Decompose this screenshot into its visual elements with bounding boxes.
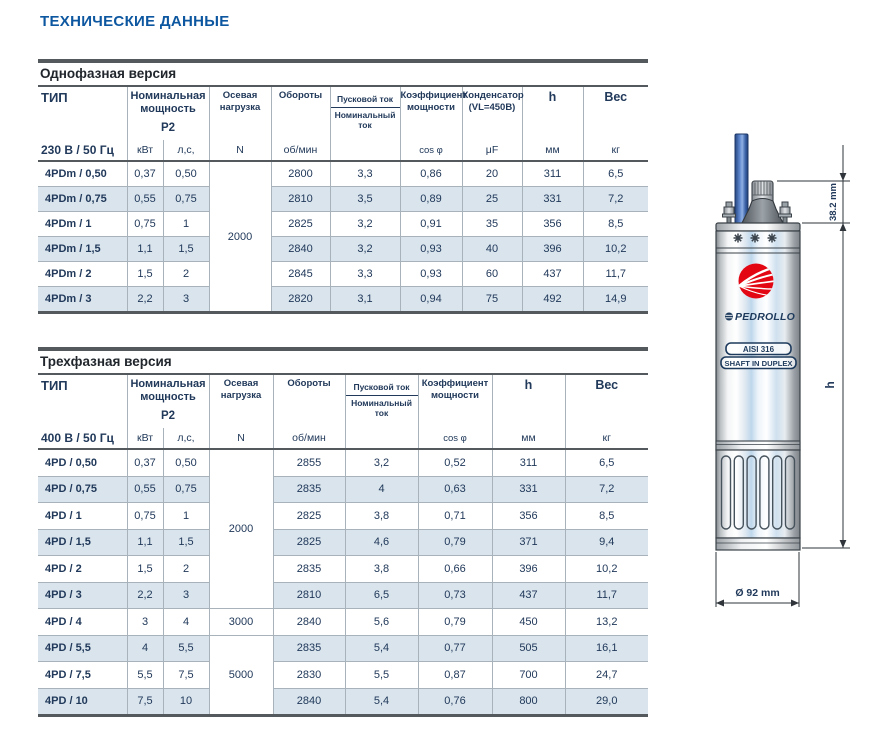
cell-type: 4PD / 2	[38, 556, 127, 583]
col-h-header: h	[522, 87, 583, 140]
cell-weight: 8,5	[565, 503, 648, 530]
section-title-three-phase: Трехфазная версия	[38, 347, 648, 375]
cell-type: 4PD / 1,5	[38, 529, 127, 556]
cell-weight: 7,2	[565, 476, 648, 503]
cell-kw: 0,37	[127, 161, 163, 187]
table-row	[38, 609, 648, 636]
table-row	[38, 556, 648, 583]
cell-rpm: 2810	[271, 187, 330, 212]
cell-type: 4PDm / 3	[38, 287, 127, 313]
col-power-header: Номинальная мощность P2	[127, 87, 209, 140]
cell-type: 4PDm / 0,75	[38, 187, 127, 212]
cell-h: 396	[522, 237, 583, 262]
cell-start_ratio: 3,8	[345, 503, 418, 530]
table-row	[38, 529, 648, 556]
voltage-label: 230 В / 50 Гц	[38, 140, 127, 161]
cell-weight: 7,2	[583, 187, 648, 212]
cell-h: 700	[492, 662, 565, 689]
cell-capacitor: 25	[462, 187, 522, 212]
cell-cos_phi: 0,79	[418, 609, 492, 636]
cell-rpm: 2835	[273, 556, 345, 583]
table-row	[38, 635, 648, 662]
cell-cos_phi: 0,93	[400, 262, 462, 287]
cell-rpm: 2830	[273, 662, 345, 689]
unit-kw: кВт	[127, 140, 163, 161]
cell-hp: 0,50	[163, 449, 209, 476]
cell-h: 356	[492, 503, 565, 530]
cell-kw: 5,5	[127, 662, 163, 689]
unit-kw: кВт	[127, 428, 163, 449]
cell-cos_phi: 0,91	[400, 212, 462, 237]
col-h-header: h	[492, 375, 565, 428]
cell-rpm: 2800	[271, 161, 330, 187]
cell-kw: 0,75	[127, 212, 163, 237]
cell-capacitor: 20	[462, 161, 522, 187]
cell-start_ratio: 4	[345, 476, 418, 503]
table-body	[38, 161, 648, 313]
cell-hp: 0,75	[163, 476, 209, 503]
cell-type: 4PD / 0,75	[38, 476, 127, 503]
unit-axial: N	[209, 140, 271, 161]
cell-rpm: 2835	[273, 476, 345, 503]
col-start-current-header: $\frac{\text{Пусковой ток}}{\text{Номинальный ток}}$	[330, 87, 400, 140]
cell-start_ratio: 6,5	[345, 582, 418, 609]
unit-start-current	[345, 428, 418, 449]
overall-height-label: h	[823, 381, 837, 389]
cell-hp: 3	[163, 287, 209, 313]
table-row	[38, 262, 648, 287]
col-axial-header: Осевая нагрузка	[209, 87, 271, 140]
cell-rpm: 2825	[273, 503, 345, 530]
col-power-factor-header: Коэффициент мощности	[400, 87, 462, 140]
cell-rpm: 2855	[273, 449, 345, 476]
table-row	[38, 449, 648, 476]
cell-cos_phi: 0,77	[418, 635, 492, 662]
terminal-bolt-left	[723, 202, 736, 223]
cell-cos_phi: 0,89	[400, 187, 462, 212]
cell-weight: 13,2	[565, 609, 648, 636]
col-speed-header: Обороты	[273, 375, 345, 428]
cell-axial-load: 5000	[209, 635, 273, 716]
cell-start_ratio: 5,4	[345, 635, 418, 662]
table-row	[38, 582, 648, 609]
table-row	[38, 476, 648, 503]
unit-speed: об/мин	[273, 428, 345, 449]
table-row	[38, 187, 648, 212]
cell-axial-load: 3000	[209, 609, 273, 636]
table-row	[38, 688, 648, 716]
table-body	[38, 449, 648, 716]
pump-motor-drawing	[693, 126, 875, 631]
cell-h: 505	[492, 635, 565, 662]
cell-cos_phi: 0,79	[418, 529, 492, 556]
table-row	[38, 287, 648, 313]
cell-h: 437	[522, 262, 583, 287]
cell-cos_phi: 0,73	[418, 582, 492, 609]
brand-logo	[725, 311, 795, 323]
cell-hp: 10	[163, 688, 209, 716]
table-row	[38, 237, 648, 262]
table-header	[38, 87, 648, 161]
svg-text:SHAFT IN DUPLEX: SHAFT IN DUPLEX	[724, 359, 793, 368]
unit-h: мм	[492, 428, 565, 449]
cell-hp: 0,50	[163, 161, 209, 187]
table-row	[38, 662, 648, 689]
brand-text: PEDROLLO	[735, 311, 795, 323]
cell-capacitor: 60	[462, 262, 522, 287]
diameter-label: Ø 92 mm	[735, 587, 780, 599]
page-title: ТЕХНИЧЕСКИЕ ДАННЫЕ	[40, 13, 230, 30]
cell-type: 4PDm / 1,5	[38, 237, 127, 262]
col-weight-header: Вес	[583, 87, 648, 140]
cell-rpm: 2840	[273, 688, 345, 716]
cell-start_ratio: 3,2	[345, 449, 418, 476]
ribbed-section	[716, 450, 800, 538]
cell-cos_phi: 0,94	[400, 287, 462, 313]
cell-rpm: 2825	[271, 212, 330, 237]
cell-kw: 0,37	[127, 449, 163, 476]
cell-kw: 2,2	[127, 582, 163, 609]
cell-h: 492	[522, 287, 583, 313]
cell-weight: 6,5	[565, 449, 648, 476]
cell-start_ratio: 3,1	[330, 287, 400, 313]
cell-h: 371	[492, 529, 565, 556]
cell-rpm: 2840	[273, 609, 345, 636]
col-power-header: Номинальная мощность P2	[127, 375, 209, 428]
cell-start_ratio: 3,8	[345, 556, 418, 583]
cell-rpm: 2825	[273, 529, 345, 556]
cell-start_ratio: 5,6	[345, 609, 418, 636]
cell-start_ratio: 3,2	[330, 212, 400, 237]
cell-h: 356	[522, 212, 583, 237]
unit-weight: кг	[565, 428, 648, 449]
table-row	[38, 161, 648, 187]
cell-type: 4PD / 10	[38, 688, 127, 716]
cell-weight: 11,7	[583, 262, 648, 287]
cell-h: 450	[492, 609, 565, 636]
table-header	[38, 375, 648, 449]
cell-hp: 2	[163, 556, 209, 583]
cell-hp: 2	[163, 262, 209, 287]
cell-weight: 29,0	[565, 688, 648, 716]
table-row	[38, 212, 648, 237]
cell-hp: 7,5	[163, 662, 209, 689]
cell-start_ratio: 5,4	[345, 688, 418, 716]
pump-motor-figure	[693, 126, 875, 631]
cell-weight: 10,2	[583, 237, 648, 262]
single-phase-table	[38, 87, 648, 314]
cell-kw: 1,5	[127, 262, 163, 287]
three-phase-table-section	[38, 347, 648, 717]
col-type-label: ТИП	[41, 378, 68, 393]
cell-type: 4PD / 4	[38, 609, 127, 636]
cell-cos_phi: 0,52	[418, 449, 492, 476]
cell-kw: 7,5	[127, 688, 163, 716]
cell-weight: 8,5	[583, 212, 648, 237]
cell-weight: 24,7	[565, 662, 648, 689]
shaft-height-label: 38.2 mm	[828, 182, 839, 222]
unit-hp: л,с,	[163, 140, 209, 161]
cell-type: 4PD / 1	[38, 503, 127, 530]
cell-h: 396	[492, 556, 565, 583]
cell-kw: 4	[127, 635, 163, 662]
cell-h: 437	[492, 582, 565, 609]
unit-speed: об/мин	[271, 140, 330, 161]
cell-start_ratio: 3,3	[330, 161, 400, 187]
cell-axial-load: 2000	[209, 161, 271, 313]
cell-type: 4PD / 3	[38, 582, 127, 609]
unit-pf: cos φ	[418, 428, 492, 449]
cell-h: 311	[522, 161, 583, 187]
cell-hp: 0,75	[163, 187, 209, 212]
cell-kw: 2,2	[127, 287, 163, 313]
unit-start-current	[330, 140, 400, 161]
col-capacitor-header: Конденсатор (VL=450В)	[462, 87, 522, 140]
cell-capacitor: 75	[462, 287, 522, 313]
cell-weight: 11,7	[565, 582, 648, 609]
cell-hp: 3	[163, 582, 209, 609]
unit-capacitor: μF	[462, 140, 522, 161]
unit-h: мм	[522, 140, 583, 161]
unit-axial: N	[209, 428, 273, 449]
cell-kw: 3	[127, 609, 163, 636]
cell-axial-load: 2000	[209, 449, 273, 609]
cell-cos_phi: 0,86	[400, 161, 462, 187]
cell-h: 331	[492, 476, 565, 503]
cell-weight: 6,5	[583, 161, 648, 187]
cell-h: 311	[492, 449, 565, 476]
power-cable	[735, 134, 748, 226]
motor-body	[716, 223, 800, 550]
voltage-label: 400 В / 50 Гц	[38, 428, 127, 449]
col-type-label: ТИП	[41, 90, 68, 105]
cell-start_ratio: 3,3	[330, 262, 400, 287]
cell-hp: 5,5	[163, 635, 209, 662]
cell-h: 331	[522, 187, 583, 212]
table-row	[38, 503, 648, 530]
cell-h: 800	[492, 688, 565, 716]
single-phase-table-section	[38, 59, 648, 314]
cell-type: 4PD / 5,5	[38, 635, 127, 662]
cell-type: 4PD / 0,50	[38, 449, 127, 476]
cell-capacitor: 35	[462, 212, 522, 237]
cell-hp: 1,5	[163, 237, 209, 262]
cell-kw: 0,75	[127, 503, 163, 530]
cell-kw: 0,55	[127, 476, 163, 503]
unit-pf: cos φ	[400, 140, 462, 161]
cell-weight: 10,2	[565, 556, 648, 583]
cell-start_ratio: 3,5	[330, 187, 400, 212]
cell-hp: 1	[163, 212, 209, 237]
coupling-ring	[716, 441, 800, 450]
col-weight-header: Вес	[565, 375, 648, 428]
cell-rpm: 2835	[273, 635, 345, 662]
cell-start_ratio: 4,6	[345, 529, 418, 556]
cell-kw: 1,5	[127, 556, 163, 583]
cell-type: 4PDm / 2	[38, 262, 127, 287]
cell-weight: 9,4	[565, 529, 648, 556]
cell-start_ratio: 3,2	[330, 237, 400, 262]
cell-cos_phi: 0,87	[418, 662, 492, 689]
cell-cos_phi: 0,76	[418, 688, 492, 716]
cell-cos_phi: 0,93	[400, 237, 462, 262]
cell-hp: 4	[163, 609, 209, 636]
shaft-badge	[721, 357, 796, 369]
cell-kw: 1,1	[127, 237, 163, 262]
cell-type: 4PDm / 1	[38, 212, 127, 237]
unit-hp: л,с,	[163, 428, 209, 449]
cell-rpm: 2840	[271, 237, 330, 262]
cell-hp: 1,5	[163, 529, 209, 556]
cell-kw: 0,55	[127, 187, 163, 212]
col-power-factor-header: Коэффициент мощности	[418, 375, 492, 428]
cell-hp: 1	[163, 503, 209, 530]
bottom-band	[716, 538, 800, 550]
cell-kw: 1,1	[127, 529, 163, 556]
cell-rpm: 2845	[271, 262, 330, 287]
section-title-single-phase: Однофазная версия	[38, 59, 648, 87]
cell-capacitor: 40	[462, 237, 522, 262]
col-speed-header: Обороты	[271, 87, 330, 140]
cell-weight: 16,1	[565, 635, 648, 662]
material-badge	[726, 343, 791, 355]
cell-cos_phi: 0,71	[418, 503, 492, 530]
col-axial-header: Осевая нагрузка	[209, 375, 273, 428]
svg-text:AISI 316: AISI 316	[742, 345, 775, 354]
cell-cos_phi: 0,63	[418, 476, 492, 503]
cell-start_ratio: 5,5	[345, 662, 418, 689]
unit-weight: кг	[583, 140, 648, 161]
three-phase-table	[38, 375, 648, 717]
cell-weight: 14,9	[583, 287, 648, 313]
cell-type: 4PDm / 0,50	[38, 161, 127, 187]
cell-rpm: 2810	[273, 582, 345, 609]
col-start-current-header: $\frac{\text{Пусковой ток}}{\text{Номинальный ток}}$	[345, 375, 418, 428]
cell-cos_phi: 0,66	[418, 556, 492, 583]
cell-rpm: 2820	[271, 287, 330, 313]
cell-type: 4PD / 7,5	[38, 662, 127, 689]
